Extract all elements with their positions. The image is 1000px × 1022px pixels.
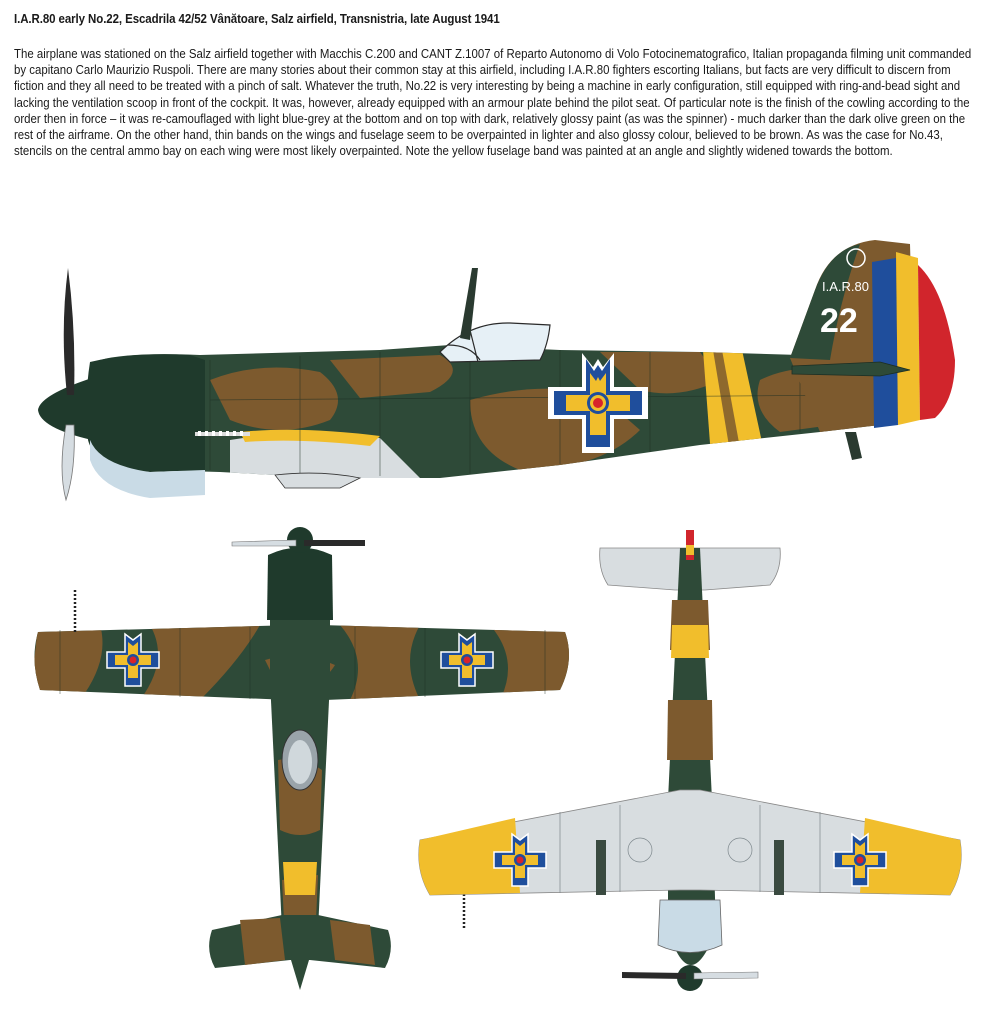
tail-code: I.A.R.80 [822, 279, 869, 294]
landing-gear-right [774, 840, 784, 895]
bottom-view [410, 525, 970, 1005]
canopy [440, 323, 550, 362]
rudder-blue [872, 258, 898, 428]
tail-wheel [845, 432, 862, 460]
stabilizer-camo-brown [330, 920, 375, 965]
rudder-red [918, 265, 955, 420]
description-text [14, 46, 975, 159]
side-profile-view [0, 230, 1000, 520]
cowling [86, 354, 205, 472]
propeller-blade-top [64, 268, 75, 395]
fuselage-yellow-band [283, 862, 317, 895]
rudder-yellow [896, 252, 920, 425]
propeller-blade-right [694, 972, 758, 979]
propeller-blade-bottom [62, 425, 74, 500]
propeller-blade-left [622, 972, 686, 979]
propeller-blade-left [232, 540, 296, 546]
cowling-underside [658, 900, 722, 953]
rudder-tricolor-yellow [686, 545, 694, 555]
fuselage-brown-band [667, 700, 713, 760]
stabilizer-camo-brown [240, 918, 285, 965]
description-paragraph: The airplane was stationed on the Salz airfield together with Macchis C.200 and CANT Z.1007 of Reparto Autonomo di Volo Fotocinematografico, Italian propaganda filming unit commanded by capitano Carlo Maurizio Ruspoli. There are many stories about their common stay at this airfield, including I.A.R.80 fighters escorting Italians, but facts are very difficult to discern from fiction and they all need to be treated with a pinch of salt. Whatever the truth, No.22 is very interesting by being a machine in early configuration, still equipped with ring-and-bead sight and lacking the ventilation scoop in front of the cockpit. It was, however, already equipped with an armour plate behind the pilot seat. Of particular note is the finish of the cowling according to the order then in force – it was re-camouflaged with light blue-grey at the bottom and on top with dark, relatively glossy paint (as was the spinner) - much darker than the dark olive green on the rest of the airframe. On the other hand, thin bands on the wings and fuselage seem to be overpainted in lighter and also glossy colour, believed to be brown. As was the case for No.43, stencils on the central ammo bay on each wing were most likely overpainted. Note the yellow fuselage band was painted at an angle and slightly widened towards the bottom. [14, 47, 972, 159]
canopy-glass [288, 740, 312, 784]
fuselage-yellow-band [671, 625, 709, 658]
page-title: I.A.R.80 early No.22, Escadrila 42/52 Vânătoare, Salz airfield, Transnistria, late August 1941 [14, 12, 500, 26]
aircraft-number: 22 [820, 302, 858, 340]
cowling-top [267, 548, 333, 621]
propeller-blade-right [304, 540, 365, 546]
landing-gear-left [596, 840, 606, 895]
